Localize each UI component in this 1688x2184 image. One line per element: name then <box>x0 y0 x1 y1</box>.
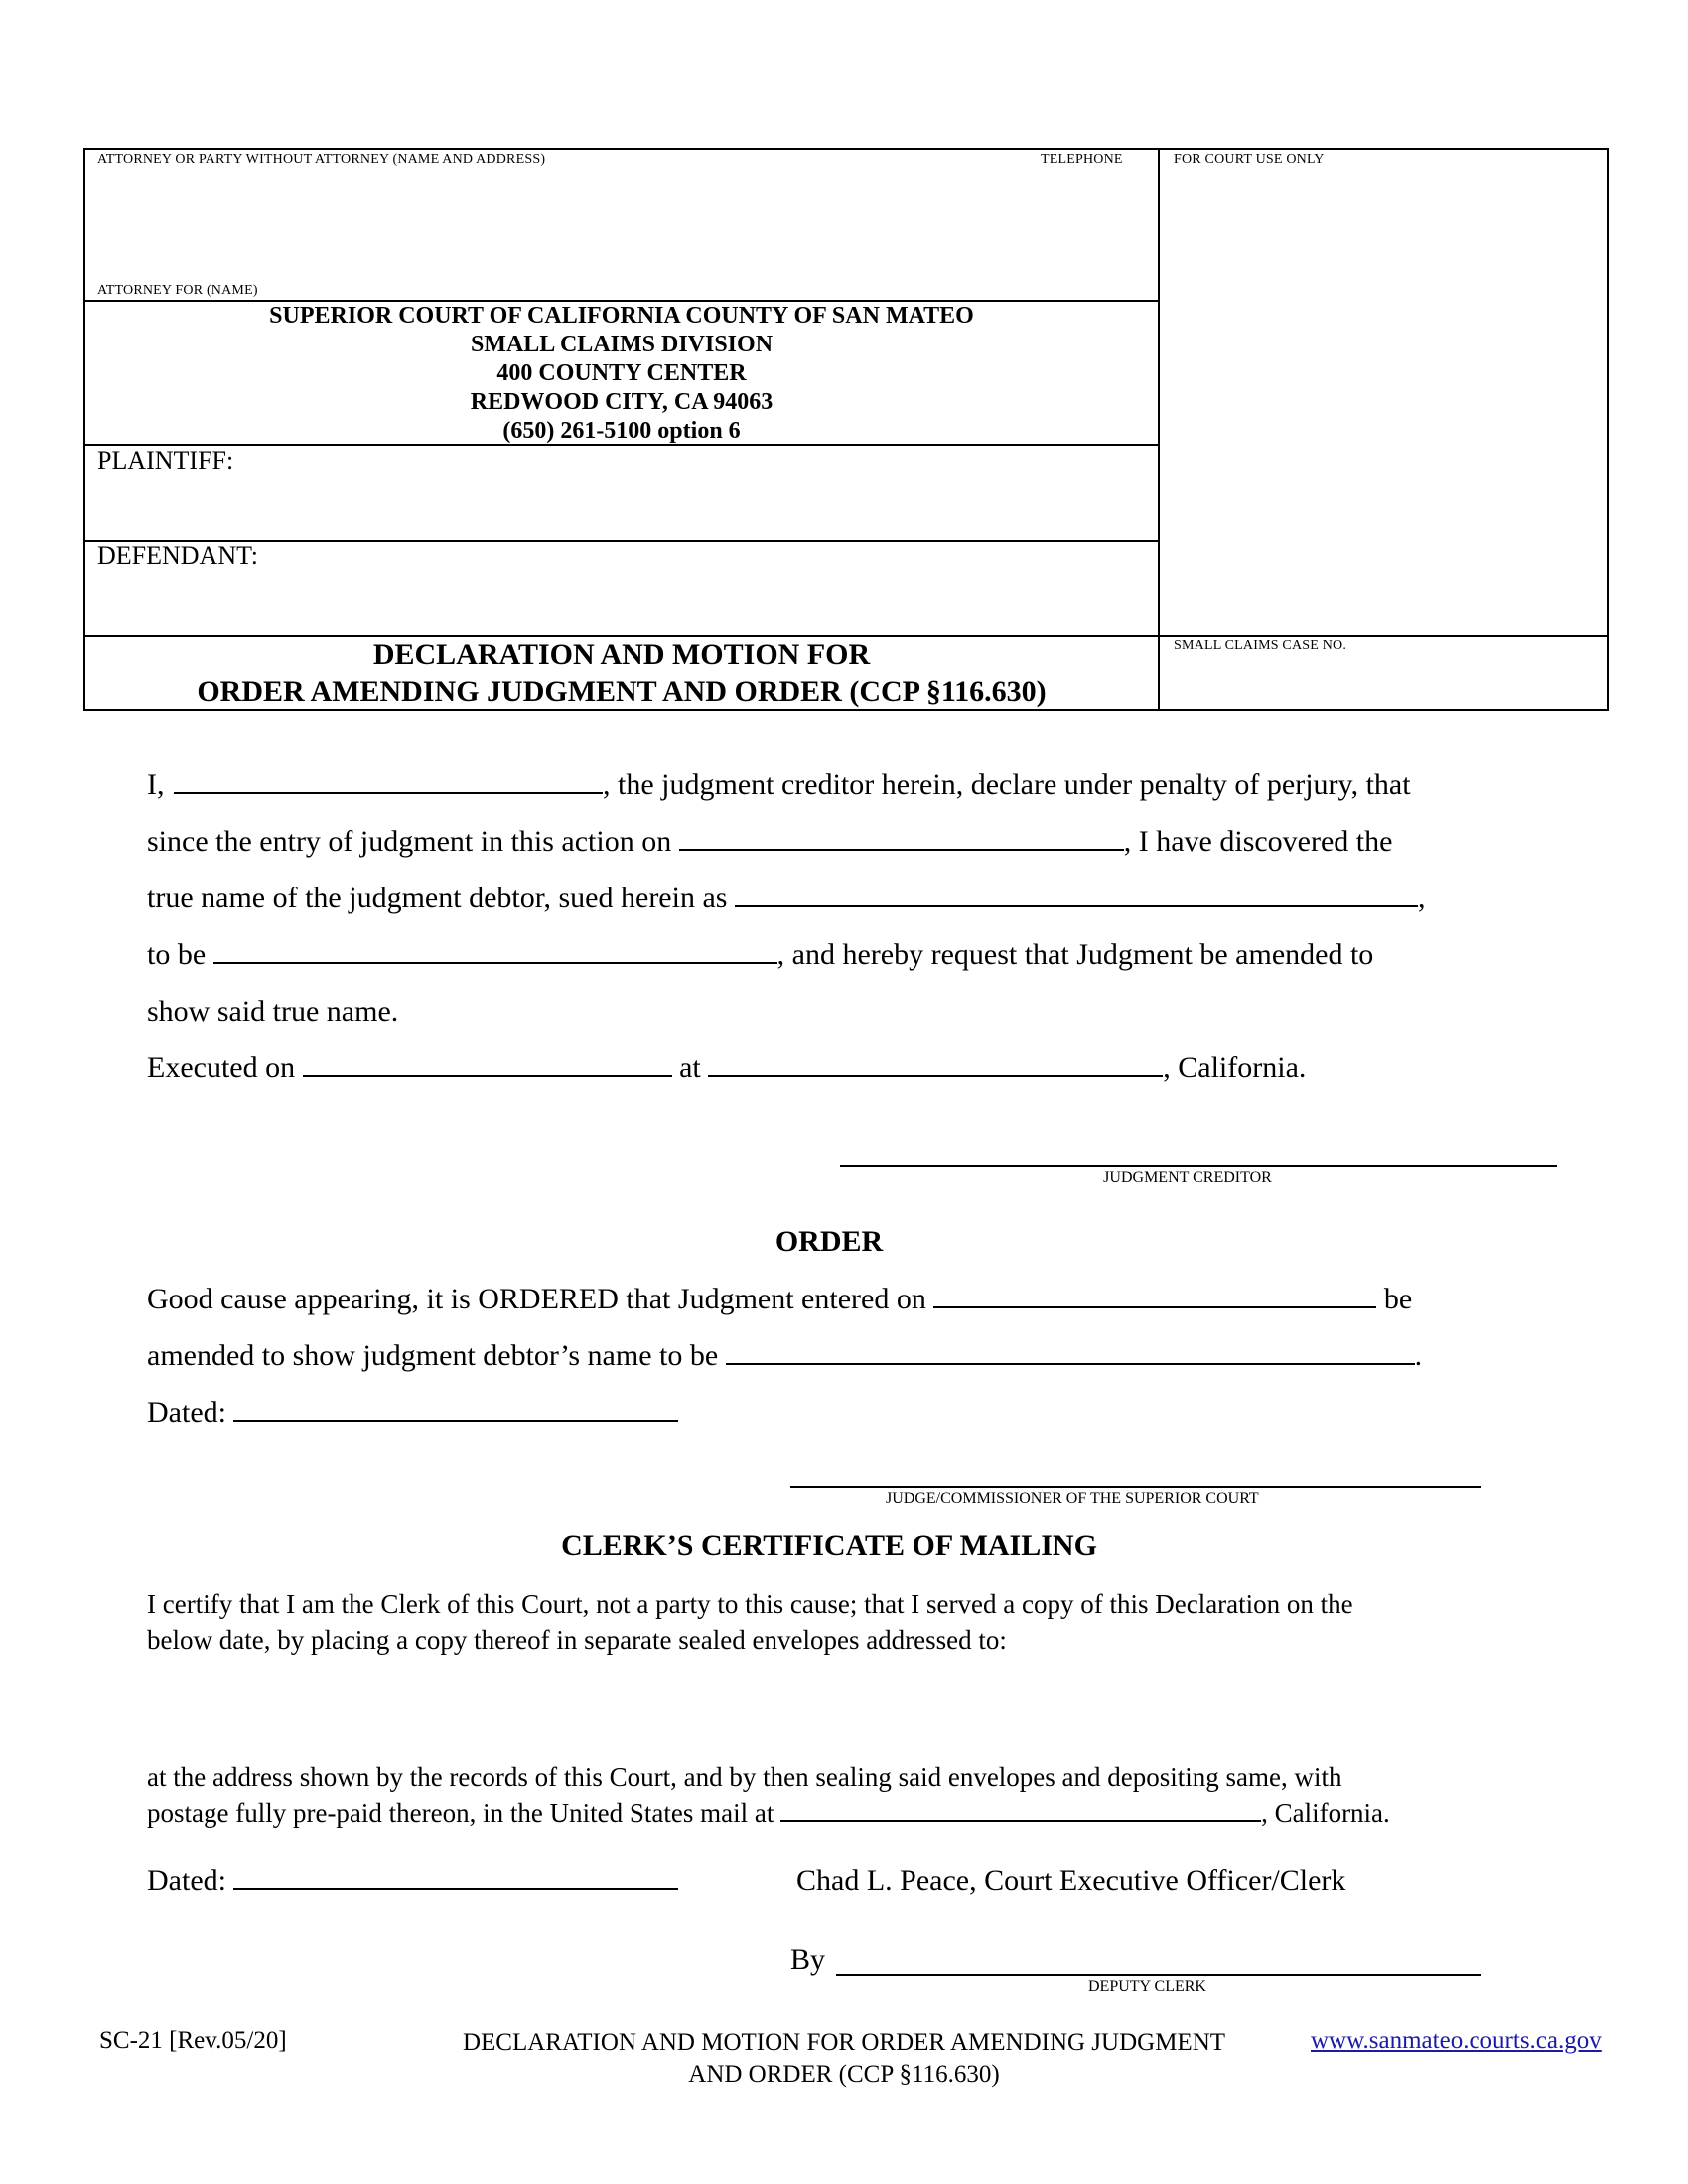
court-website-link[interactable]: www.sanmateo.courts.ca.gov <box>1311 2027 1602 2054</box>
order-heading: ORDER <box>774 1225 884 1258</box>
order-body <box>147 1271 1497 1440</box>
judge-signature-line[interactable] <box>790 1486 1481 1488</box>
court-line: SUPERIOR COURT OF CALIFORNIA COUNTY OF SAN MATEO <box>269 303 974 329</box>
court-use-label: FOR COURT USE ONLY <box>1174 152 1325 167</box>
addressees-area[interactable] <box>147 1668 1497 1759</box>
attorney-for-label: ATTORNEY FOR (NAME) <box>97 283 258 298</box>
declaration-line-2: since the entry of judgment in this action on , I have discovered the <box>147 825 1393 858</box>
form-title-line1: DECLARATION AND MOTION FOR <box>372 638 871 671</box>
telephone-label: TELEPHONE <box>1041 152 1123 167</box>
order-debtor-name-field[interactable] <box>726 1337 1415 1365</box>
mailing-city-field[interactable] <box>780 1800 1261 1822</box>
certificate-dated-row: Dated: <box>147 1852 678 1909</box>
plaintiff-field[interactable] <box>248 449 1142 534</box>
declarant-name-field[interactable] <box>174 766 603 794</box>
defendant-label: DEFENDANT: <box>97 541 258 570</box>
case-number-label: SMALL CLAIMS CASE NO. <box>1174 638 1347 653</box>
by-label: By <box>790 1943 826 1976</box>
certificate-p1-line1: I certify that I am the Clerk of this Court, not a party to this cause; that I served a copy of this Declaration on the <box>147 1589 1353 1619</box>
certificate-p2-line2: postage fully pre-paid thereon, in the United States mail at , California. <box>147 1798 1390 1828</box>
judgment-entry-date-field[interactable] <box>679 823 1124 851</box>
court-line: (650) 261-5100 option 6 <box>502 418 741 444</box>
defendant-field[interactable] <box>268 544 1142 629</box>
judge-label: JUDGE/COMMISSIONER OF THE SUPERIOR COURT <box>886 1490 1259 1507</box>
footer-title-line2: AND ORDER (CCP §116.630) <box>688 2061 1000 2088</box>
certificate-p1-line2: below date, by placing a copy thereof in separate sealed envelopes addressed to: <box>147 1625 1007 1655</box>
case-number-field[interactable] <box>1174 659 1591 703</box>
order-line-2: amended to show judgment debtor’s name to be . <box>147 1339 1423 1372</box>
executed-date-field[interactable] <box>303 1049 672 1077</box>
declaration-line-6: Executed on at , California. <box>147 1051 1307 1084</box>
footer-title-line1: DECLARATION AND MOTION FOR ORDER AMENDING JUDGMENT <box>462 2029 1226 2056</box>
declaration-body <box>147 756 1497 1096</box>
executed-place-field[interactable] <box>708 1049 1163 1077</box>
declaration-line-5: show said true name. <box>147 995 399 1027</box>
attorney-field[interactable] <box>97 173 1140 280</box>
footer-title <box>377 2027 1311 2091</box>
certificate-paragraph-2 <box>147 1759 1537 1831</box>
court-name-block <box>83 302 1160 446</box>
plaintiff-label: PLAINTIFF: <box>97 446 234 475</box>
certificate-dated-field[interactable] <box>233 1862 678 1890</box>
order-judgment-date-field[interactable] <box>933 1281 1376 1308</box>
judgment-creditor-label: JUDGMENT CREDITOR <box>1103 1169 1272 1186</box>
declaration-line-3: true name of the judgment debtor, sued herein as , <box>147 882 1426 914</box>
certificate-heading: CLERK’S CERTIFICATE OF MAILING <box>561 1529 1097 1562</box>
judgment-creditor-signature-line[interactable] <box>840 1165 1557 1167</box>
court-line: REDWOOD CITY, CA 94063 <box>470 389 774 415</box>
form-number: SC-21 [Rev.05/20] <box>99 2027 287 2054</box>
true-name-field[interactable] <box>213 936 777 964</box>
order-line-1: Good cause appearing, it is ORDERED that Judgment entered on be <box>147 1283 1413 1315</box>
deputy-clerk-signature-line[interactable] <box>836 1974 1481 1976</box>
court-line: SMALL CLAIMS DIVISION <box>470 332 774 357</box>
declaration-line-1: I, , the judgment creditor herein, declare under penalty of perjury, that <box>147 768 1411 801</box>
attorney-label: ATTORNEY OR PARTY WITHOUT ATTORNEY (NAME AND ADDRESS) <box>97 152 546 167</box>
certificate-p2-line1: at the address shown by the records of this Court, and by then sealing said envelopes and depositing same, with <box>147 1762 1342 1792</box>
order-line-3: Dated: <box>147 1384 1497 1440</box>
declaration-line-4: to be , and hereby request that Judgment be amended to <box>147 938 1374 971</box>
deputy-clerk-label: DEPUTY CLERK <box>1088 1979 1206 1995</box>
form-title-line2: ORDER AMENDING JUDGMENT AND ORDER (CCP §116.630) <box>197 675 1047 708</box>
form-title <box>83 636 1160 710</box>
clerk-officer-name: Chad L. Peace, Court Executive Officer/Clerk <box>796 1864 1346 1897</box>
sued-as-name-field[interactable] <box>735 880 1418 907</box>
order-dated-field[interactable] <box>233 1394 678 1422</box>
court-line: 400 COUNTY CENTER <box>496 360 747 386</box>
certificate-paragraph-1 <box>147 1586 1537 1658</box>
